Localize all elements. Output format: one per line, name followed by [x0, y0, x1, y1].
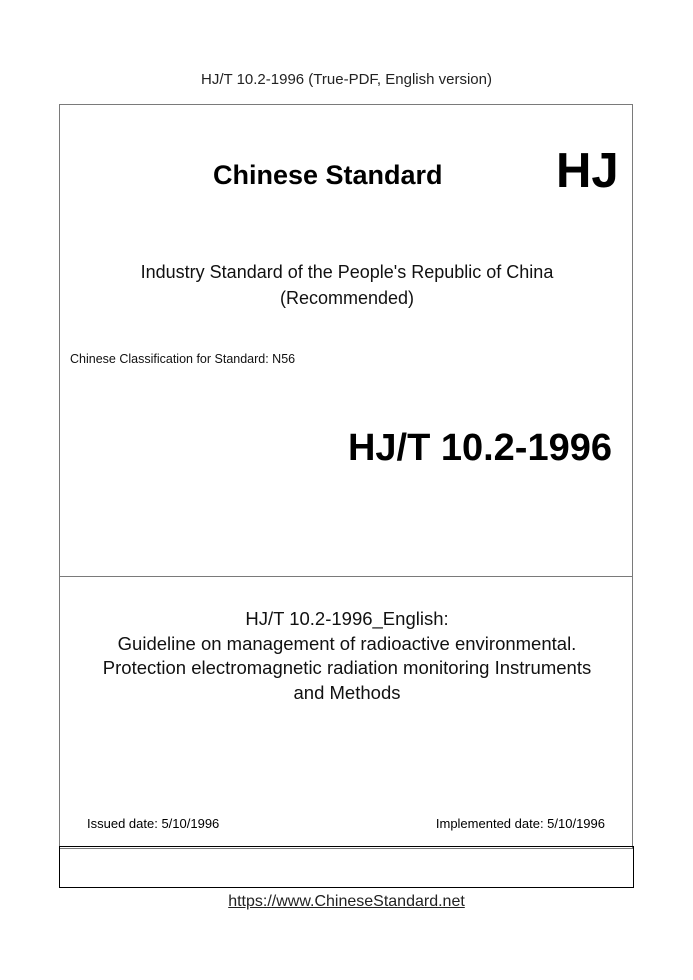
cover-middle-section: [60, 577, 632, 848]
standard-code-logo: HJ: [556, 144, 619, 198]
cover-bottom-box: [59, 846, 634, 888]
classification-text: Chinese Classification for Standard: N56: [70, 352, 296, 366]
document-title-line: and Methods: [293, 681, 401, 703]
implemented-date: Implemented date: 5/10/1996: [435, 816, 605, 831]
cover-top-section: [60, 105, 632, 577]
document-title-line: Guideline on management of radioactive environmental.: [117, 632, 577, 654]
document-title-line: HJ/T 10.2-1996_English:: [245, 608, 449, 629]
document-title: [60, 607, 634, 705]
subtitle-line-1: Industry Standard of the People's Republic of China: [140, 262, 554, 282]
website-link[interactable]: https://www.ChineseStandard.net: [228, 893, 465, 910]
footer: [0, 893, 693, 911]
header-caption: HJ/T 10.2-1996 (True-PDF, English version): [201, 71, 492, 88]
issued-date: Issued date: 5/10/1996: [87, 816, 220, 831]
standard-number: HJ/T 10.2-1996: [347, 427, 612, 469]
cover-title: Chinese Standard: [213, 160, 443, 190]
subtitle-line-2: (Recommended): [279, 288, 415, 308]
document-title-line: Protection electromagnetic radiation monitoring Instruments: [102, 657, 592, 678]
cover-subtitle: [60, 259, 634, 311]
cover-frame: [59, 104, 633, 849]
